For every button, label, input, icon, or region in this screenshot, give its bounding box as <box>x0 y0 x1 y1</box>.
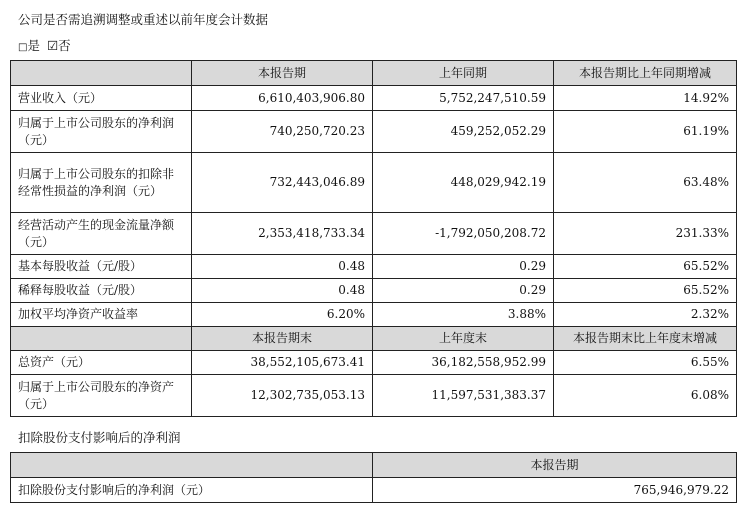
yes-checkbox-icon[interactable]: □ <box>18 42 28 53</box>
change-value: 65.52% <box>554 279 737 303</box>
change-value: 6.55% <box>554 351 737 375</box>
row-label: 经营活动产生的现金流量净额（元） <box>11 213 192 255</box>
table-row <box>11 111 737 153</box>
prior-value: 0.29 <box>373 279 554 303</box>
row-label: 基本每股收益（元/股） <box>11 255 192 279</box>
current-value: 12,302,735,053.13 <box>192 375 373 417</box>
table-row <box>11 279 737 303</box>
table-row <box>11 478 737 503</box>
row-label: 稀释每股收益（元/股） <box>11 279 192 303</box>
row-label: 加权平均净资产收益率 <box>11 303 192 327</box>
current-value: 740,250,720.23 <box>192 111 373 153</box>
header-current-period: 本报告期 <box>373 453 737 478</box>
no-checkbox-checked-icon[interactable]: ☑ <box>46 38 59 53</box>
table-row <box>11 255 737 279</box>
header-current-period: 本报告期 <box>192 61 373 86</box>
header-blank-cell <box>11 453 373 478</box>
table-row <box>11 213 737 255</box>
table-header-row <box>11 61 737 86</box>
share-payment-title: 扣除股份支付影响后的净利润 <box>18 430 181 445</box>
current-value: 6,610,403,906.80 <box>192 86 373 111</box>
header-end-change: 本报告期末比上年度末增减 <box>554 327 737 351</box>
table-row <box>11 86 737 111</box>
prior-value: 36,182,558,952.99 <box>373 351 554 375</box>
row-label: 归属于上市公司股东的扣除非经常性损益的净利润（元） <box>11 153 192 213</box>
prior-value: 0.29 <box>373 255 554 279</box>
restatement-choice <box>18 36 71 54</box>
current-value: 0.48 <box>192 279 373 303</box>
change-value: 65.52% <box>554 255 737 279</box>
no-label: 否 <box>58 38 71 53</box>
header-period-change: 本报告期比上年同期增减 <box>554 61 737 86</box>
header-prior-period: 上年同期 <box>373 61 554 86</box>
change-value: 6.08% <box>554 375 737 417</box>
current-value: 6.20% <box>192 303 373 327</box>
header-prior-year-end: 上年度末 <box>373 327 554 351</box>
change-value: 61.19% <box>554 111 737 153</box>
table-row <box>11 303 737 327</box>
share-payment-table <box>10 452 737 503</box>
table-row <box>11 351 737 375</box>
change-value: 14.92% <box>554 86 737 111</box>
row-label: 扣除股份支付影响后的净利润（元） <box>11 478 373 503</box>
table-row <box>11 153 737 213</box>
prior-value: 11,597,531,383.37 <box>373 375 554 417</box>
prior-value: 3.88% <box>373 303 554 327</box>
change-value: 63.48% <box>554 153 737 213</box>
financial-data-table <box>10 60 737 417</box>
row-label: 归属于上市公司股东的净资产（元） <box>11 375 192 417</box>
header-blank-cell <box>11 61 192 86</box>
prior-value: 448,029,942.19 <box>373 153 554 213</box>
current-value: 732,443,046.89 <box>192 153 373 213</box>
prior-value: 459,252,052.29 <box>373 111 554 153</box>
row-label: 归属于上市公司股东的净利润（元） <box>11 111 192 153</box>
section-heading: 公司是否需追溯调整或重述以前年度会计数据 <box>18 12 269 27</box>
change-value: 231.33% <box>554 213 737 255</box>
table-header-row <box>11 453 737 478</box>
subheader-blank-cell <box>11 327 192 351</box>
current-value: 2,353,418,733.34 <box>192 213 373 255</box>
prior-value: -1,792,050,208.72 <box>373 213 554 255</box>
current-value: 0.48 <box>192 255 373 279</box>
prior-value: 5,752,247,510.59 <box>373 86 554 111</box>
net-profit-value: 765,946,979.22 <box>373 478 737 503</box>
header-period-end: 本报告期末 <box>192 327 373 351</box>
current-value: 38,552,105,673.41 <box>192 351 373 375</box>
row-label: 营业收入（元） <box>11 86 192 111</box>
table-subheader-row <box>11 327 737 351</box>
row-label: 总资产（元） <box>11 351 192 375</box>
change-value: 2.32% <box>554 303 737 327</box>
yes-label: 是 <box>27 38 40 53</box>
table-row <box>11 375 737 417</box>
